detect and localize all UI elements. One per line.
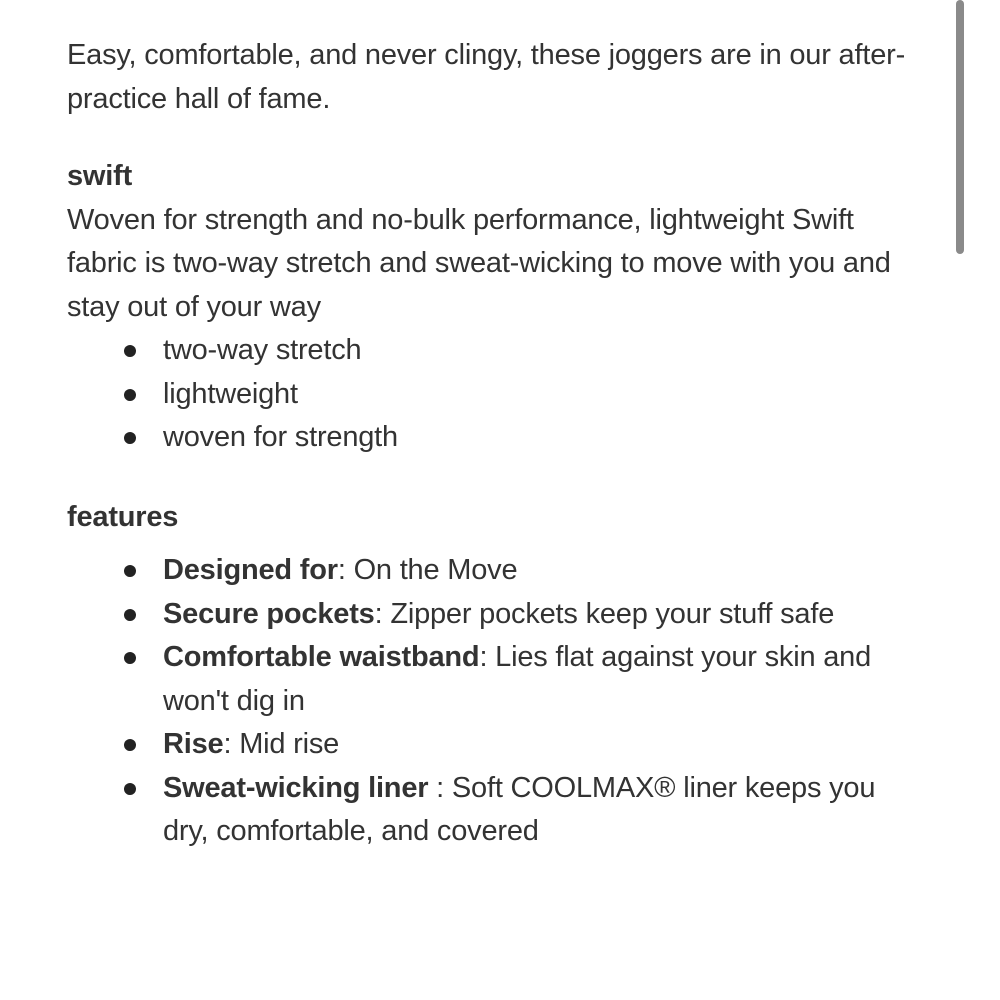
feature-separator: : — [337, 554, 354, 586]
bullet-icon — [124, 652, 136, 664]
feature-text: Lies flat against your skin and won't dig in — [163, 641, 872, 717]
scrollbar[interactable] — [956, 0, 964, 1000]
scrollbar-thumb[interactable] — [956, 0, 964, 254]
feature-item — [67, 636, 927, 723]
list-item-text: woven for strength — [163, 421, 398, 453]
bullet-icon — [124, 739, 136, 751]
bullet-icon — [124, 389, 136, 401]
feature-label: Comfortable waistband — [163, 641, 480, 673]
list-item — [67, 329, 927, 373]
feature-separator: : — [428, 771, 452, 804]
bullet-icon — [124, 432, 136, 444]
intro-text: Easy, comfortable, and never clingy, these joggers are in our after-practice hall of fame. — [67, 39, 906, 115]
feature-text: Soft COOLMAX® liner keeps you dry, comfortable, and covered — [163, 771, 876, 847]
list-item — [67, 373, 927, 417]
feature-text: On the Move — [353, 554, 518, 586]
features-heading: features — [67, 500, 179, 533]
feature-item — [67, 723, 927, 767]
swift-description: Woven for strength and no-bulk performance, lightweight Swift fabric is two-way stretch and sweat-wicking to move with you and stay out of your way — [67, 203, 891, 323]
feature-item — [67, 549, 927, 593]
bullet-icon — [124, 565, 136, 577]
list-item — [67, 416, 927, 460]
feature-item — [67, 767, 927, 854]
bullet-icon — [124, 609, 136, 621]
swift-heading: swift — [67, 160, 133, 192]
feature-separator: : — [374, 597, 391, 630]
feature-label: Designed for — [163, 554, 338, 586]
list-item-text: lightweight — [163, 377, 298, 410]
features-list — [67, 549, 927, 854]
swift-bullet-list — [67, 329, 927, 460]
bullet-icon — [124, 783, 136, 795]
feature-label: Rise — [163, 728, 224, 760]
bullet-icon — [124, 345, 136, 357]
feature-separator: : — [479, 641, 496, 673]
product-description — [67, 34, 927, 854]
list-item-text: two-way stretch — [163, 334, 362, 366]
feature-separator: : — [223, 728, 240, 760]
feature-item — [67, 593, 927, 637]
feature-text: Mid rise — [239, 728, 340, 760]
feature-label: Secure pockets — [163, 597, 375, 630]
feature-text: Zipper pockets keep your stuff safe — [390, 597, 835, 630]
feature-label: Sweat-wicking liner — [163, 771, 429, 804]
